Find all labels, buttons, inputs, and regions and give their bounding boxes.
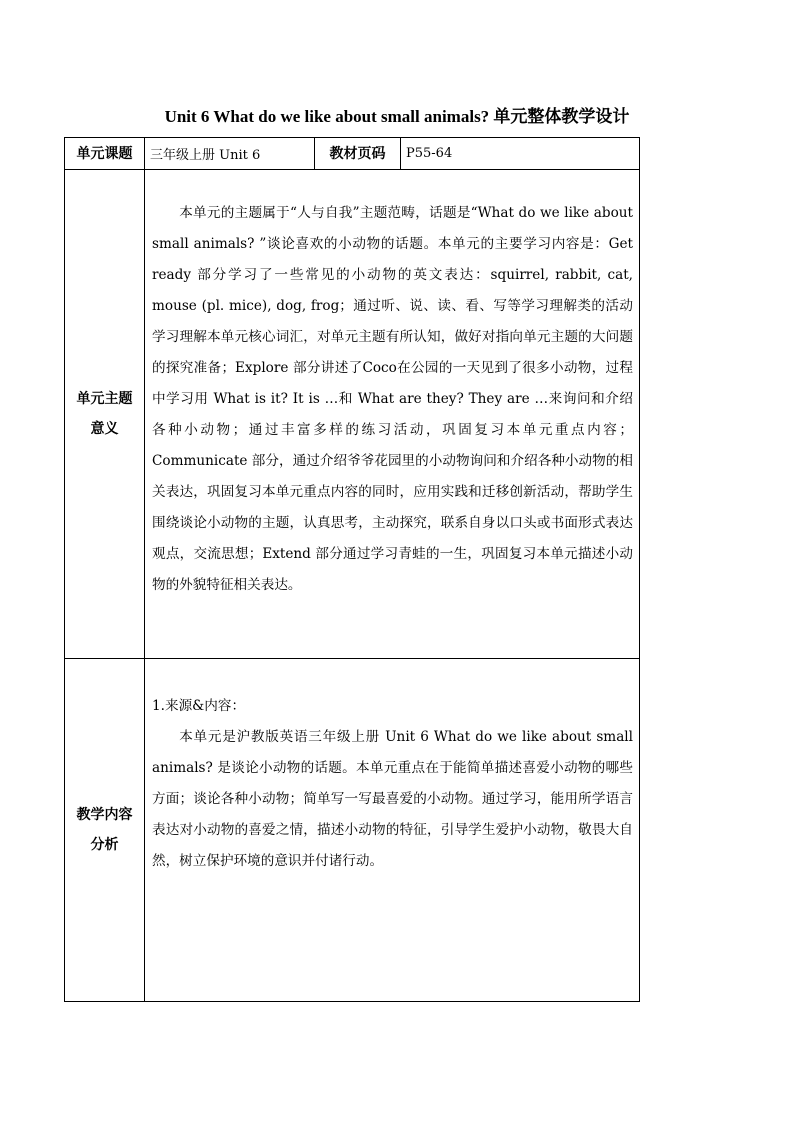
analysis-subheading: 1.来源&内容： [152, 698, 246, 714]
unit-topic-label: 单元课题 [65, 138, 145, 170]
header-row [65, 138, 640, 170]
textbook-pages-label: 教材页码 [315, 138, 401, 170]
analysis-label-text: 教学内容分析 [76, 807, 133, 853]
analysis-paragraph: 本单元是沪教版英语三年级上册 Unit 6 What do we like about small animals? 是谈论小动物的话题。本单元重点在于能简单描述喜爱小动物的哪些方面；谈论各种小动物；简单写一写最喜爱的小动物。通过学习，能用所学语言表达对小动物的喜爱之情，描述小动物的特征，引导学生爱护小动物，敬畏大自然，树立保护环境的意识并付诸行动。 [152, 729, 633, 869]
analysis-row [65, 659, 640, 1002]
document-title: Unit 6 What do we like about small animals? 单元整体教学设计 [164, 107, 630, 126]
significance-paragraph: 本单元的主题属于“人与自我”主题范畴，话题是“What do we like about small animals? ”谈论喜欢的小动物的话题。本单元的主要学习内容是：Get ready 部分学习了一些常见的小动物的英文表达：squirrel, rabbit, cat, mouse (pl. mice), dog, frog；通过听、说、读、看、写等学习理解类的活动学习理解本单元核心词汇，对单元主题有所认知，做好对指向单元主题的大问题的探究准备；Explore 部分讲述了Coco在公园的一天见到了很多小动物，过程中学习用 What is it? It is …和 What are they? They are …来询问和介绍各种小动物；通过丰富多样的练习活动，巩固复习本单元重点内容；Communicate 部分，通过介绍爷爷花园里的小动物询问和介绍各种小动物的相关表达，巩固复习本单元重点内容的同时，应用实践和迁移创新活动，帮助学生围绕谈论小动物的主题，认真思考，主动探究，联系自身以口头或书面形式表达观点，交流思想；Extend 部分通过学习青蛙的一生，巩固复习本单元描述小动物的外貌特征相关表达。 [152, 205, 633, 593]
significance-label [65, 170, 145, 659]
significance-row [65, 170, 640, 659]
analysis-content [145, 659, 640, 1002]
unit-topic-value: 三年级上册 Unit 6 [145, 138, 315, 170]
significance-label-text: 单元主题意义 [76, 391, 133, 437]
analysis-label [65, 659, 145, 1002]
lesson-plan-table [64, 137, 640, 1002]
textbook-pages-value: P55-64 [401, 138, 640, 170]
significance-content [145, 170, 640, 659]
